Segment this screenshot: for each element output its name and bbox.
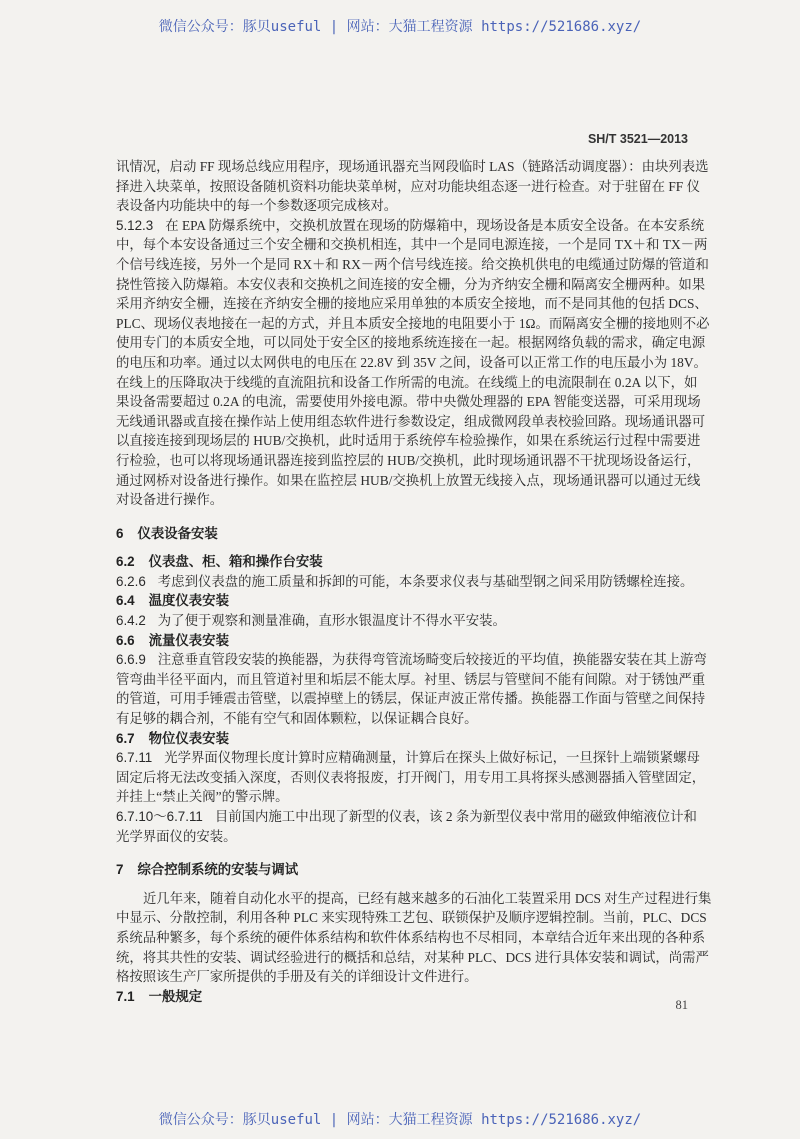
text-line: PLC、现场仪表地接在一起的方式，并且本质安全接地的电阻要小于 1Ω。而隔离安全栅的接地则不必: [116, 315, 710, 331]
text-line: 果设备需要超过 0.2A 的电流，需要使用外接电源。带中央微处理器的 EPA 智能变送器，可采用现场: [116, 394, 701, 410]
watermark-banner-bottom: 微信公众号：豚贝useful | 网站：大猫工程资源 https://521686.xyz/: [158, 1112, 642, 1128]
clause-number: 5.12.3: [116, 217, 154, 233]
clause-text: 在 EPA 防爆系统中，交换机放置在现场的防爆箱中，现场设备是本质安全设备。在本安系统: [165, 217, 705, 233]
paragraph-7-intro: [116, 889, 712, 987]
watermark-banner-top: 微信公众号：豚贝useful | 网站：大猫工程资源 https://521686.xyz/: [158, 19, 642, 35]
section-heading-6-6: 6.6 流量仪表安装: [116, 632, 229, 648]
section-heading-6-4: 6.4 温度仪表安装: [116, 593, 229, 609]
text-line: 讯情况，启动 FF 现场总线应用程序，现场通讯器充当网段临时 LAS（链路活动调度器）：由块列表选: [116, 159, 709, 174]
clause-text: 注意垂直管段安装的换能器，为获得弯管流场畸变后较接近的平均值，换能器安装在其上游弯: [157, 652, 707, 668]
page-number: 81: [675, 998, 688, 1012]
clause-number: 6.4.2: [116, 613, 146, 629]
text-line: 光学界面仪的安装。: [116, 828, 237, 844]
text-line: 采用齐纳安全栅，连接在齐纳安全栅的接地应采用单独的本质安全接地，而不是同其他的包括 DCS、: [116, 296, 708, 312]
text-line: 并挂上“禁止关阀”的警示牌。: [116, 789, 289, 805]
clause-6-6-9: [116, 650, 707, 728]
clause-number: 6.6.9: [116, 652, 146, 668]
text-line: 统，将其共性的安装、调试经验进行的概括和总结，对某种 PLC、DCS 进行具体安装和调试，尚需严: [116, 949, 709, 965]
text-line: 中，每个本安设备通过三个安全栅和交换机相连，其中一个是同电源连接，一个是同 TX＋和 TX－两: [116, 237, 708, 253]
clause-6-2-6: [116, 572, 694, 592]
text-line: 固定后将无法改变插入深度，否则仪表将报废，打开阀门，用专用工具将探头感测器插入管壁固定，: [116, 769, 706, 785]
text-line: 通过网桥对设备进行操作。如果在监控层 HUB/交换机上放置无线接入点，现场通讯器可以通过无线: [116, 472, 701, 488]
text-line: 以直接连接到现场层的 HUB/交换机，此时适用于系统停车检验操作，如果在系统运行过程中需要进: [116, 433, 701, 449]
text-line: [116, 807, 697, 827]
document-body: [116, 157, 712, 1006]
text-line: 行检验，也可以将现场通讯器连接到监控层的 HUB/交换机，此时现场通讯器不干扰现场设备运行，: [116, 452, 701, 468]
clause-text: 考虑到仪表盘的施工质量和拆卸的可能，本条要求仪表与基础型钢之间采用防锈螺栓连接。: [157, 573, 694, 589]
section-heading-7: 7 综合控制系统的安装与调试: [116, 862, 299, 878]
text-line: 系统品种繁多，每个系统的硬件体系结构和软件体系结构也不尽相同，本章结合近年来出现的各种系: [116, 929, 706, 945]
clause-number: 6.2.6: [116, 573, 146, 589]
text-line: [116, 572, 694, 592]
text-line: 管弯曲半径平面内，而且管道衬里和垢层不能太厚。衬里、锈层与管壁间不能有间隙。对于锈蚀严重: [116, 671, 706, 687]
section-heading-6-2: 6.2 仪表盘、柜、箱和操作台安装: [116, 554, 323, 570]
clause-number: 6.7.11: [116, 750, 153, 766]
section-heading-6: 6 仪表设备安装: [116, 525, 218, 541]
text-line: 的电压和功率。通过以太网供电的电压在 22.8V 到 35V 之间，设备可以正常工作的电压最小为 18V。: [116, 354, 707, 370]
text-line: [116, 611, 688, 631]
clause-6-7-11: [116, 748, 706, 807]
text-line: 中显示、分散控制，利用各种 PLC 来实现特殊工艺包、联锁保护及顺序逻辑控制。当前，PLC、DCS: [116, 910, 707, 926]
text-line: [116, 216, 705, 236]
text-line: 对设备进行操作。: [116, 492, 224, 508]
text-line: 择进入块菜单，按照设备随机资料功能块菜单树，应对功能块组态逐一进行检查。对于驻留在 FF 仪: [116, 178, 700, 194]
clause-text: 光学界面仪物理长度计算时应精确测量，计算后在探头上做好标记，一旦探针上端锁紧螺母: [164, 750, 700, 766]
section-heading-7-1: 7.1 一般规定: [116, 988, 203, 1004]
text-line: 挠性管接入防爆箱。本安仪表和交换机之间连接的安全栅，分为齐纳安全栅和隔离安全栅两种。如果: [116, 276, 706, 292]
section-heading-6-7: 6.7 物位仪表安装: [116, 730, 229, 746]
text-line: 有足够的耦合剂，不能有空气和固体颗粒，以保证耦合良好。: [116, 711, 478, 727]
text-line: 在线上的压降取决于线缆的直流阻抗和设备工作所需的电流。在线缆上的电流限制在 0.2A 以下，如: [116, 374, 698, 390]
text-line: 表设备内功能块中的每一个参数逐项完成核对。: [116, 198, 398, 214]
text-line: 使用专门的本质安全地，可以同处于安全区的接地系统连接在一起。根据网络负载的需求，确定电源: [116, 335, 706, 351]
text-line: [116, 650, 707, 670]
clause-5-12-3: [116, 216, 710, 510]
text-line: 无线通讯器或直接在操作站上使用组态软件进行参数设定，组成微网段单表校验回路。现场通讯器可: [116, 413, 706, 429]
text-line: 近几年来，随着自动化水平的提高，已经有越来越多的石油化工装置采用 DCS 对生产过程进行集: [143, 890, 712, 906]
clause-6-4-2: [116, 611, 688, 631]
text-line: 格按照该生产厂家所提供的手册及有关的详细设计文件进行。: [116, 969, 478, 985]
clause-text: 目前国内施工中出现了新型的仪表，该 2 条为新型仪表中常用的磁致伸缩液位计和: [214, 809, 697, 824]
text-line: 的管道，可用手锤震击管壁，以震掉壁上的锈层，保证声波正常传播。换能器工作面与管壁之间保持: [116, 691, 706, 707]
clause-number: 6.7.10～6.7.11: [116, 809, 203, 824]
standard-code-header: SH/T 3521—2013: [587, 132, 688, 146]
text-line: [116, 748, 700, 768]
clause-6-7-10-11: [116, 807, 697, 846]
paragraph-intro: [116, 157, 709, 216]
text-line: 个信号线连接，另外一个是同 RX＋和 RX－两个信号线连接。给交换机供电的电缆通过防爆的管道和: [116, 256, 709, 272]
clause-text: 为了便于观察和测量准确，直形水银温度计不得水平安装。: [157, 613, 506, 629]
